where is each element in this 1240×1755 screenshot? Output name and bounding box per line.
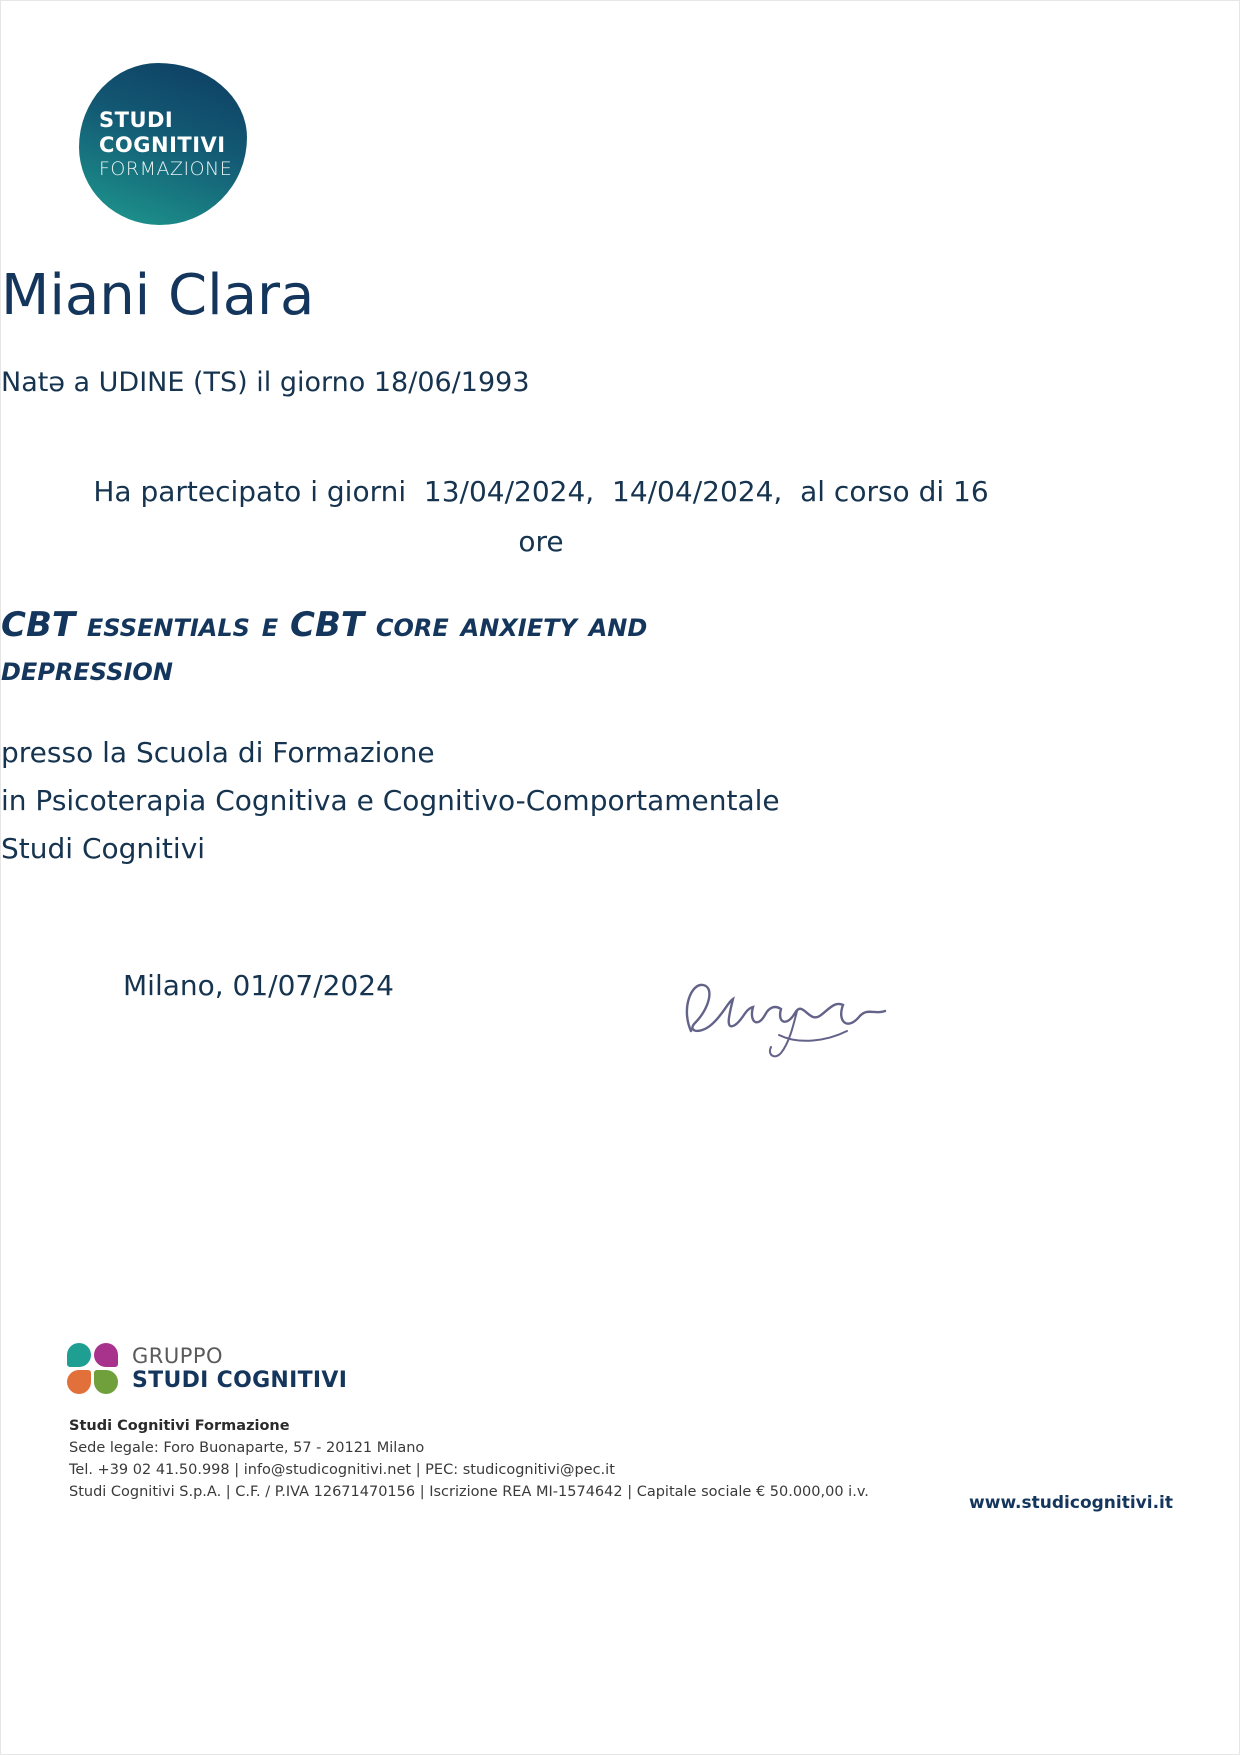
logo-text [79,108,232,180]
signature-image [669,969,919,1064]
place-and-date: Milano, 01/07/2024 [123,969,394,1002]
dot-teal-icon [67,1343,91,1367]
website-url: www.studicognitivi.it [969,1493,1173,1513]
birth-line: Natə a UDINE (TS) il giorno 18/06/1993 [1,367,530,398]
participation-line-2: ore [518,525,564,558]
venue-text [1,729,1239,873]
group-logo-gruppo: GRUPPO [132,1344,224,1368]
group-logo-studi-cognitivi: STUDI COGNITIVI [132,1368,348,1393]
dot-magenta-icon [94,1343,118,1367]
course-title-line-1: CBT essentials e CBT core anxiety and [1,605,648,645]
group-logo-text [132,1344,347,1393]
dot-green-icon [94,1370,118,1394]
dot-orange-icon [67,1370,91,1394]
venue-line-3: Studi Cognitivi [1,832,206,865]
course-title-line-2: depression [1,649,173,689]
footer-legal-block [69,1415,869,1503]
logo-line-cognitivi: COGNITIVI [99,132,226,157]
venue-line-2: in Psicoterapia Cognitiva e Cognitivo-Comportamentale [1,784,780,817]
participation-text [71,467,1011,567]
gruppo-studi-cognitivi-logo [67,1343,347,1394]
footer-contacts: Tel. +39 02 41.50.998 | info@studicognitivi.net | PEC: studicognitivi@pec.it [69,1462,615,1478]
footer-address: Sede legale: Foro Buonaparte, 57 - 20121 Milano [69,1440,425,1456]
group-logo-dots-icon [67,1343,118,1394]
participation-line-1: Ha partecipato i giorni 13/04/2024, 14/04/2024, al corso di 16 [93,475,989,508]
recipient-name: Miani Clara [1,263,315,328]
course-title [1,603,1239,691]
logo-line-formazione: FORMAZIONE [99,157,233,180]
venue-line-1: presso la Scuola di Formazione [1,736,435,769]
footer-company-name: Studi Cognitivi Formazione [69,1418,290,1434]
footer-legal-info: Studi Cognitivi S.p.A. | C.F. / P.IVA 12671470156 | Iscrizione REA MI-1574642 | Capitale sociale € 50.000,00 i.v. [69,1484,869,1500]
logo-line-studi: STUDI [99,108,174,133]
studi-cognitivi-formazione-logo [79,63,247,225]
